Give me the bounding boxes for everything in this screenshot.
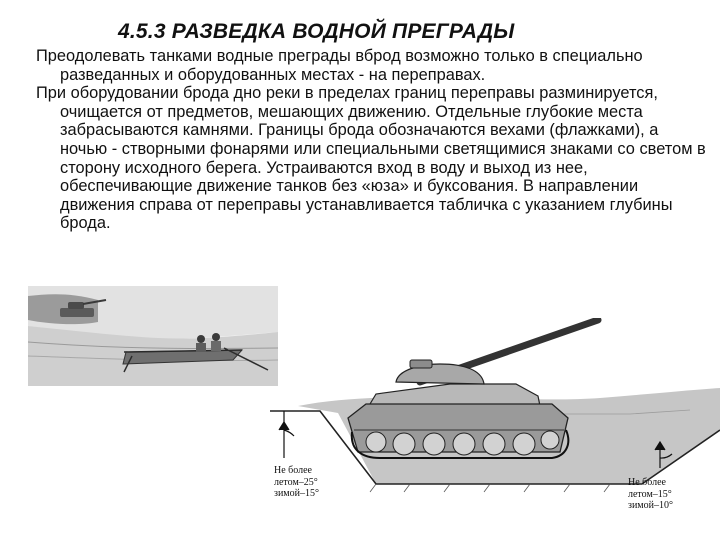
paragraph-ford-equipment: При оборудовании брода дно реки в пределах границ переправы разминируется, очищается от предметов, мешающих движению. Отдельные глубокие места забрасываются камнями. Границы брода обозначаются вехами (флажками), а ночью - створными фонарями или специальными светящимися знаками со светом в сторону исходного берега. Устраиваются вход в воду и выход из нее, обеспечивающие движение танков без «юза» и буксования. В направлении движения справа от переправы устанавливается табличка с указанием глубины брода. — [36, 84, 706, 233]
entry-slope-note-line: зимой–15° — [274, 488, 319, 499]
slide-title: 4.5.3 РАЗВЕДКА ВОДНОЙ ПРЕГРАДЫ — [118, 20, 515, 43]
body-text — [36, 47, 706, 233]
exit-slope-note-line: Не более — [628, 477, 666, 488]
paragraph-intro: Преодолевать танками водные преграды вброд возможно только в специально разведанных и оборудованных местах - на переправах. — [36, 47, 643, 84]
exit-slope-note — [628, 477, 673, 512]
entry-slope-note-line: Не более — [274, 465, 312, 476]
tank-drawing — [348, 320, 598, 458]
entry-slope-note — [274, 465, 319, 500]
exit-slope-note-line: летом–15° — [628, 488, 672, 500]
photo-reconnaissance-boat — [28, 286, 278, 386]
entry-slope-note-line: летом–25° — [274, 476, 318, 488]
exit-slope-note-line: зимой–10° — [628, 500, 673, 511]
